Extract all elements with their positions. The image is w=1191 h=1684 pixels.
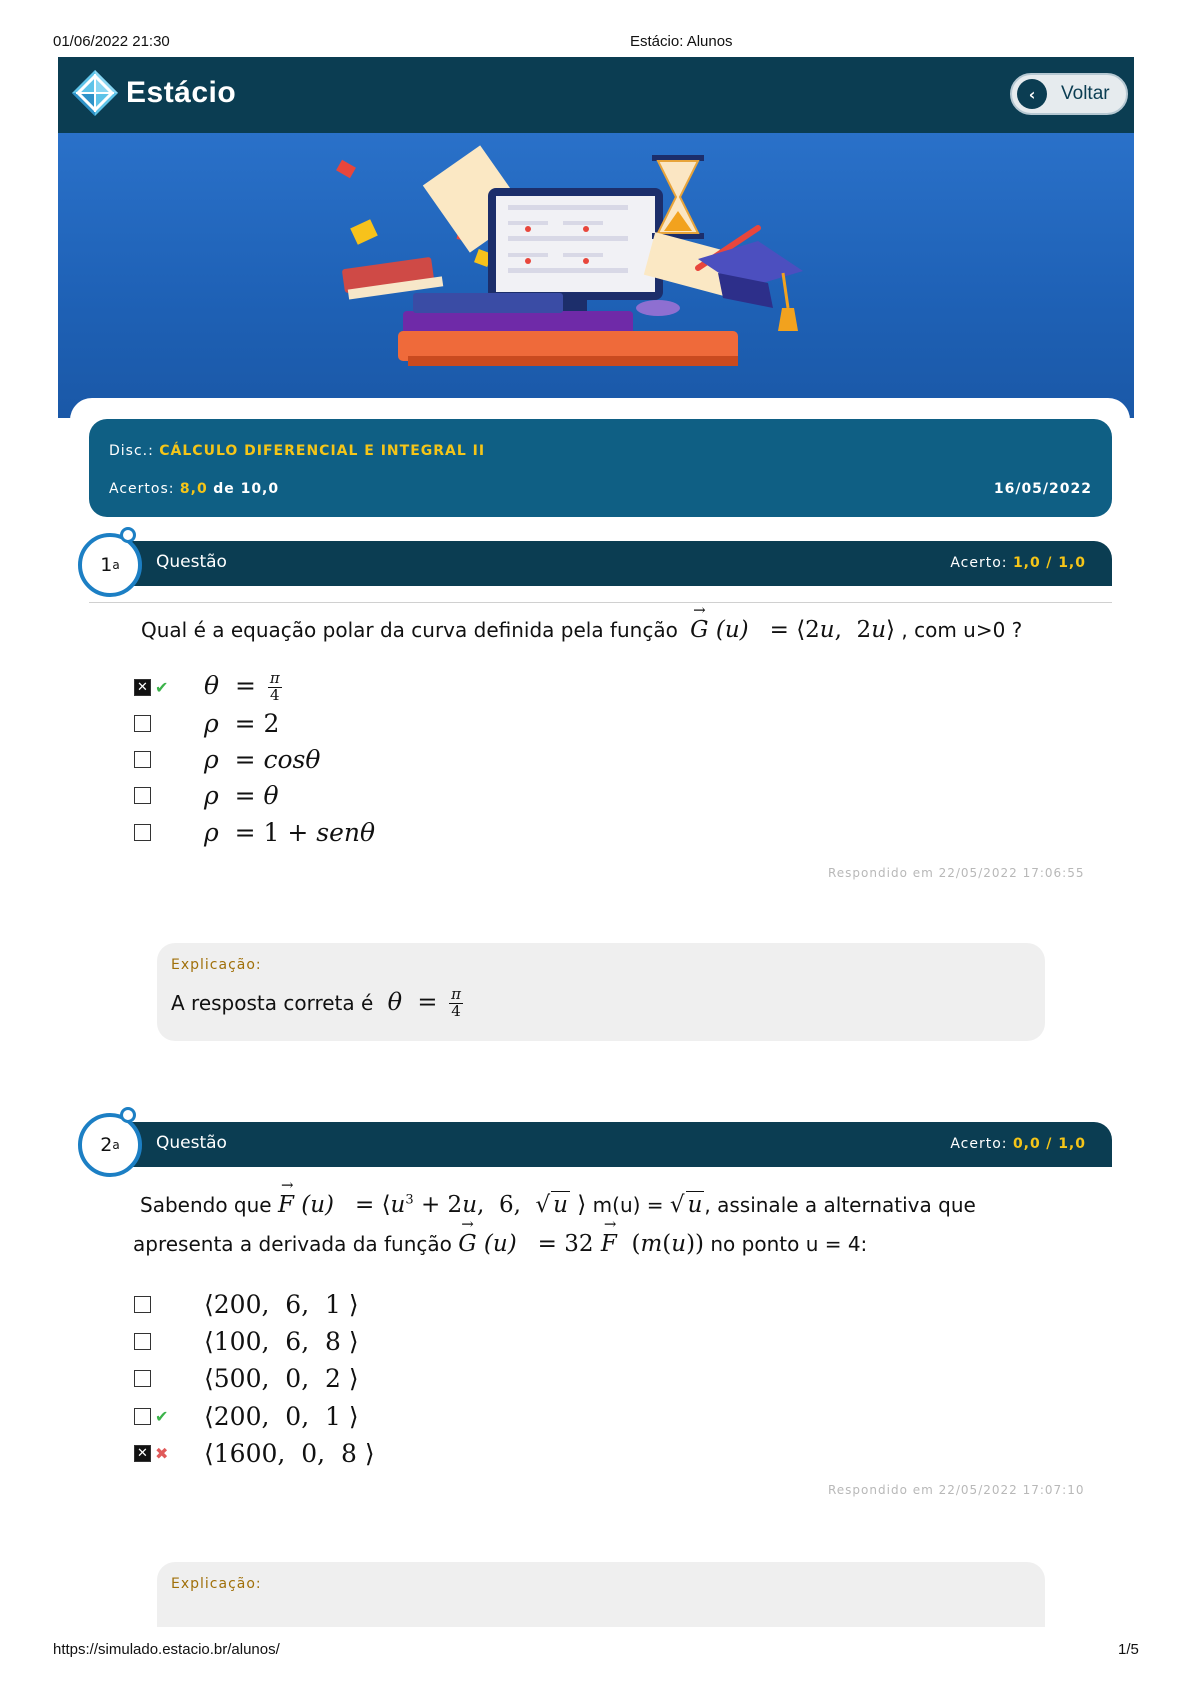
print-datetime: 01/06/2022 21:30 [53, 33, 170, 50]
exam-illustration-icon [58, 133, 1134, 418]
discipline-label: Disc.: [109, 443, 154, 459]
question-1-header [89, 541, 1112, 586]
option-3[interactable] [134, 742, 321, 776]
question-divider [89, 602, 1112, 603]
option-4[interactable] [134, 1399, 359, 1433]
option-2[interactable] [134, 706, 280, 740]
print-url: https://simulado.estacio.br/alunos/ [53, 1641, 280, 1658]
option-4[interactable] [134, 778, 279, 812]
checkbox[interactable] [134, 1408, 151, 1425]
question-number-badge: 2 a [78, 1113, 142, 1177]
explanation-box [157, 1562, 1045, 1627]
checkbox[interactable] [134, 787, 151, 804]
checkbox[interactable] [134, 1296, 151, 1313]
question-1-text: Qual é a equação polar da curva definida pela função → G (u) = ⟨2u, 2u⟩ , com u>0 ? [141, 617, 1022, 643]
option-text: ρ = cosθ [204, 744, 321, 774]
question-label: Questão [156, 1133, 227, 1153]
score-row [109, 481, 279, 497]
explanation-text: A resposta correta é θ = $\frac{\pi}{4}$ [171, 985, 461, 1020]
option-5[interactable] [134, 815, 376, 849]
option-text: ⟨500, 0, 2 ⟩ [204, 1363, 359, 1393]
brand-name: Estácio [126, 76, 237, 109]
back-button[interactable] [1010, 73, 1128, 115]
option-1[interactable] [134, 1287, 359, 1321]
option-text: ⟨200, 0, 1 ⟩ [204, 1401, 359, 1431]
question-2-text-line1: Sabendo que → F $(u) = ⟨u^3 + 2u$, 6, √ u ⟩ m(u) = √ u , assinale a alternativa que [140, 1192, 976, 1218]
print-page-number: 1/5 [1118, 1641, 1139, 1658]
question-label: Questão [156, 552, 227, 572]
discipline-row [109, 443, 485, 459]
estacio-logo-icon [70, 68, 120, 118]
option-text: ⟨200, 6, 1 ⟩ [204, 1289, 359, 1319]
chevron-left-icon: ‹ [1017, 79, 1047, 109]
checkbox[interactable] [134, 1333, 151, 1350]
question-score: Acerto: 1,0 / 1,0 [950, 555, 1086, 571]
option-text: ⟨1600, 0, 8 ⟩ [204, 1438, 375, 1468]
answered-timestamp: Respondido em 22/05/2022 17:06:55 [828, 866, 1085, 880]
exam-date: 16/05/2022 [993, 481, 1092, 497]
print-title: Estácio: Alunos [630, 33, 733, 50]
correct-check-icon: ✔ [155, 677, 169, 697]
wrong-cross-icon: ✖ [155, 1443, 169, 1463]
checkbox[interactable] [134, 715, 151, 732]
option-text: ρ = θ [204, 780, 279, 810]
option-text: θ = $\frac{\pi}{4}$ [204, 668, 280, 704]
explanation-box [157, 943, 1045, 1041]
checkbox-checked[interactable]: ✕ [134, 1445, 151, 1462]
option-5[interactable] [134, 1436, 375, 1470]
option-3[interactable] [134, 1361, 359, 1395]
option-text: ρ = 2 [204, 708, 280, 738]
option-text: ρ = 1 + senθ [204, 817, 376, 847]
estacio-logo[interactable] [70, 68, 236, 118]
explanation-label: Explicação: [171, 1576, 262, 1592]
question-2-header [89, 1122, 1112, 1167]
checkbox[interactable] [134, 824, 151, 841]
option-text: ⟨100, 6, 8 ⟩ [204, 1326, 359, 1356]
question-number-badge: 1 a [78, 533, 142, 597]
hero-banner [58, 133, 1134, 418]
correct-check-icon: ✔ [155, 1406, 169, 1426]
checkbox[interactable] [134, 751, 151, 768]
back-button-label: Voltar [1061, 83, 1110, 104]
acertos-total: de 10,0 [213, 481, 280, 497]
explanation-label: Explicação: [171, 957, 262, 973]
option-2[interactable] [134, 1324, 359, 1358]
badge-decoration [120, 1107, 136, 1123]
checkbox[interactable] [134, 1370, 151, 1387]
acertos-value: 8,0 [179, 481, 208, 497]
question-2-text-line2: apresenta a derivada da função → G (u) = 32 → F (m(u)) no ponto u = 4: [133, 1231, 867, 1257]
option-1[interactable] [134, 668, 280, 704]
question-score: Acerto: 0,0 / 1,0 [950, 1136, 1086, 1152]
discipline-name: CÁLCULO DIFERENCIAL E INTEGRAL II [159, 443, 486, 459]
course-info-panel [89, 419, 1112, 517]
answered-timestamp: Respondido em 22/05/2022 17:07:10 [828, 1483, 1085, 1497]
badge-decoration [120, 527, 136, 543]
acertos-label: Acertos: [109, 481, 175, 497]
checkbox-checked[interactable]: ✕ [134, 679, 151, 696]
